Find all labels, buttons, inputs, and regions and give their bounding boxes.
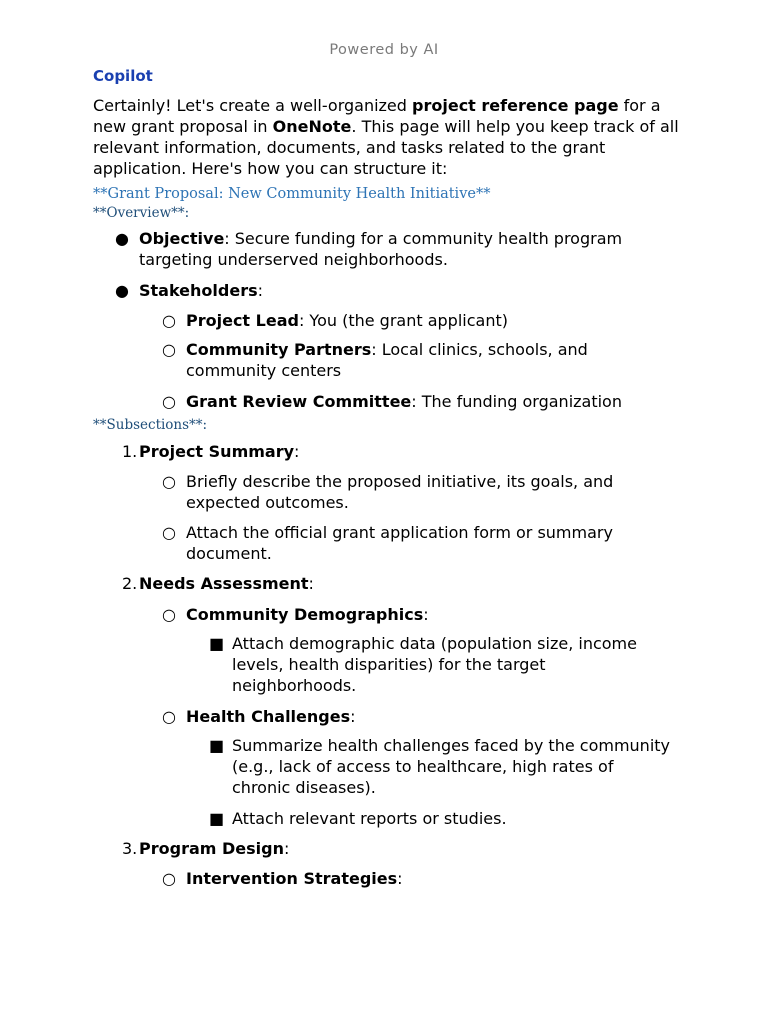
list-item-text: Attach relevant reports or studies. xyxy=(232,809,507,828)
stakeholders-item xyxy=(115,280,669,301)
stakeholder-item xyxy=(162,339,656,381)
list-item xyxy=(162,706,656,727)
stakeholder-label: Community Partners xyxy=(186,340,372,359)
intro-text-2: for a new grant proposal in xyxy=(93,96,661,136)
challenges-label: Health Challenges xyxy=(186,707,351,726)
challenges-suffix: : xyxy=(350,707,356,726)
list-item-text: Attach demographic data (population size, income levels, health disparities) for the target neighborhoods. xyxy=(232,634,637,695)
subsection-label: Project Summary xyxy=(139,442,295,461)
subsection-suffix: : xyxy=(294,442,300,461)
list-item xyxy=(209,735,672,798)
list-item xyxy=(162,471,646,513)
subsections-heading: **Subsections**: xyxy=(93,417,208,433)
list-number: 1. xyxy=(122,442,138,461)
hollow-bullet-icon: ○ xyxy=(162,311,176,330)
hollow-bullet-icon: ○ xyxy=(162,472,176,491)
square-bullet-icon: ■ xyxy=(209,634,225,653)
demographics-suffix: : xyxy=(423,605,429,624)
stakeholder-text: : The funding organization xyxy=(411,392,622,411)
subsection-label: Program Design xyxy=(139,839,284,858)
overview-heading: **Overview**: xyxy=(93,205,190,221)
list-item xyxy=(209,633,672,696)
stakeholder-text: : Local clinics, schools, and community centers xyxy=(186,340,588,380)
hollow-bullet-icon: ○ xyxy=(162,392,176,411)
stakeholder-label: Project Lead xyxy=(186,311,299,330)
list-item-text: Briefly describe the proposed initiative, its goals, and expected outcomes. xyxy=(186,472,614,512)
square-bullet-icon: ■ xyxy=(209,809,225,828)
filled-bullet-icon: ● xyxy=(115,229,129,248)
stakeholder-label: Grant Review Committee xyxy=(186,392,412,411)
list-number: 3. xyxy=(122,839,138,858)
intro-text-3: . This page will help you keep track of all relevant information, documents, and tasks related to the grant application. Here's how you can structure it: xyxy=(93,117,679,178)
demographics-label: Community Demographics xyxy=(186,605,424,624)
objective-label: Objective xyxy=(139,229,225,248)
filled-bullet-icon: ● xyxy=(115,281,129,300)
stakeholders-label: Stakeholders xyxy=(139,281,258,300)
strategies-suffix: : xyxy=(397,869,403,888)
subsection-project-summary xyxy=(122,441,659,462)
stakeholder-item xyxy=(162,310,656,331)
stakeholder-text: : You (the grant applicant) xyxy=(298,311,508,330)
objective-item xyxy=(115,228,669,270)
hollow-bullet-icon: ○ xyxy=(162,869,176,888)
list-item-text: Attach the official grant application form or summary document. xyxy=(186,523,613,563)
stakeholders-suffix: : xyxy=(257,281,264,300)
subsection-needs-assessment xyxy=(122,573,659,594)
objective-text: : Secure funding for a community health program targeting underserved neighborhoods. xyxy=(139,229,623,269)
grant-title-heading: **Grant Proposal: New Community Health Initiative** xyxy=(93,186,491,202)
subsection-label: Needs Assessment xyxy=(139,574,309,593)
powered-by-label: Powered by AI xyxy=(329,42,439,58)
intro-bold-1: project reference page xyxy=(412,96,619,115)
subsection-suffix: : xyxy=(308,574,314,593)
list-number: 2. xyxy=(122,574,138,593)
strategies-label: Intervention Strategies xyxy=(186,869,398,888)
square-bullet-icon: ■ xyxy=(209,736,225,755)
list-item xyxy=(162,868,656,889)
hollow-bullet-icon: ○ xyxy=(162,523,176,542)
intro-bold-2: OneNote xyxy=(272,117,352,136)
hollow-bullet-icon: ○ xyxy=(162,707,176,726)
intro-paragraph xyxy=(93,95,693,179)
assistant-name: Copilot xyxy=(93,67,153,85)
list-item-text: Summarize health challenges faced by the community (e.g., lack of access to healthcare, high rates of chronic diseases). xyxy=(232,736,670,797)
hollow-bullet-icon: ○ xyxy=(162,340,176,359)
stakeholder-item xyxy=(162,391,666,412)
list-item xyxy=(209,808,672,829)
subsection-program-design xyxy=(122,838,659,859)
intro-text-1: Certainly! Let's create a well-organized xyxy=(93,96,413,115)
subsection-suffix: : xyxy=(283,839,290,858)
list-item xyxy=(162,604,656,625)
hollow-bullet-icon: ○ xyxy=(162,605,176,624)
list-item xyxy=(162,522,646,564)
